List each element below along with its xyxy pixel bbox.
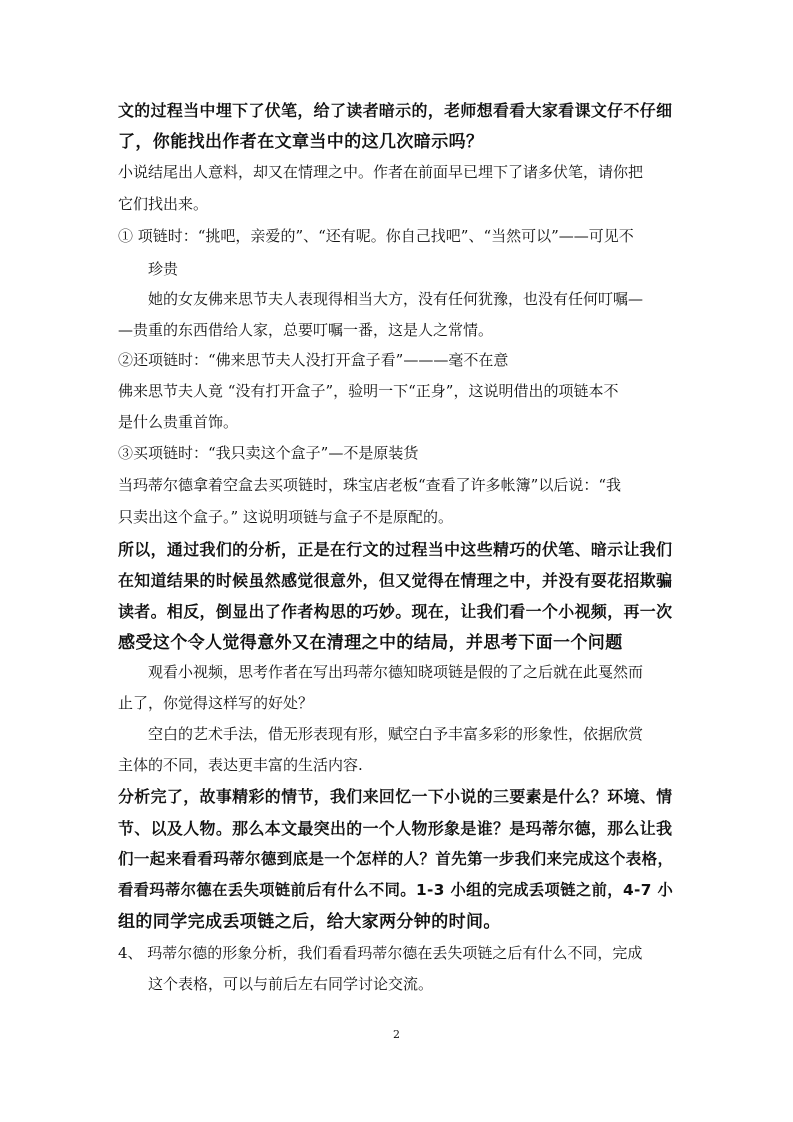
numbered-item-line: 4、 玛蒂尔德的形象分析，我们看看玛蒂尔德在丢失项链之后有什么不同，完成 — [118, 944, 643, 962]
paragraph-line: 小说结尾出人意料，却又在情理之中。作者在前面早已埋下了诸多伏笔，请你把 — [118, 163, 644, 181]
bold-paragraph-line: 分析完了，故事精彩的情节，我们来回忆一下小说的三要素是什么？环境、情 — [118, 787, 673, 806]
numbered-item-line: ① 项链时：“挑吧，亲爱的”、“还有呢。你自己找吧”、“当然可以”——可见不 — [118, 227, 634, 245]
paragraph-line: 当玛蒂尔德拿着空盒去买项链时，珠宝店老板“查看了许多帐簿”以后说：“我 — [118, 476, 622, 494]
paragraph-line: —贵重的东西借给人家，总要叮嘱一番，这是人之常情。 — [118, 321, 494, 339]
bold-paragraph-line: 们一起来看看玛蒂尔德到底是一个怎样的人？首先第一步我们来完成这个表格， — [118, 850, 674, 868]
paragraph-line: 观看小视频，思考作者在写出玛蒂尔德知晓项链是假的了之后就在此戛然而 — [148, 663, 644, 681]
numbered-item-line: ②还项链时：“佛来思节夫人没打开盒子看”———毫不在意 — [118, 351, 509, 369]
paragraph-line: 止了，你觉得这样写的好处？ — [118, 694, 314, 712]
paragraph-line: 珍贵 — [148, 260, 179, 278]
paragraph-line: 只卖出这个盒子。” 这说明项链与盒子不是原配的。 — [118, 508, 453, 526]
paragraph-line: 她的女友佛来思节夫人表现得相当大方，没有任何犹豫，也没有任何叮嘱— — [148, 290, 644, 308]
paragraph-line: 这个表格，可以与前后左右同学讨论交流。 — [148, 975, 434, 993]
paragraph-line: 空白的艺术手法，借无形表现有形，赋空白予丰富多彩的形象性，依据欣赏 — [148, 725, 644, 743]
page-number: 2 — [393, 1028, 400, 1041]
bold-paragraph-line: 文的过程当中埋下了伏笔，给了读者暗示的，老师想看看大家看课文仔不仔细 — [118, 101, 673, 120]
bold-paragraph-line: 看看玛蒂尔德在丢失项链前后有什么不同。1-3 小组的完成丢项链之前，4-7 小 — [118, 881, 674, 899]
paragraph-line: 佛来思节夫人竟 “没有打开盒子”，验明一下“正身”，这说明借出的项链本不 — [118, 382, 619, 400]
bold-paragraph-line: 了，你能找出作者在文章当中的这几次暗示吗？ — [118, 132, 484, 152]
bold-paragraph-line: 组的同学完成丢项链之后，给大家两分钟的时间。 — [118, 912, 501, 932]
bold-paragraph-line: 所以，通过我们的分析，正是在行文的过程当中这些精巧的伏笔、暗示让我们 — [118, 540, 673, 559]
bold-paragraph-line: 感受这个令人觉得意外又在清理之中的结局，并思考下面一个问题 — [118, 633, 623, 653]
bold-paragraph-line: 在知道结果的时候虽然感觉很意外，但又觉得在情理之中，并没有耍花招欺骗 — [118, 571, 673, 590]
numbered-item-line: ③买项链时：“我只卖这个盒子”—不是原装货 — [118, 444, 419, 462]
paragraph-line: 它们找出来。 — [118, 195, 209, 213]
bold-paragraph-line: 节、以及人物。那么本文最突出的一个人物形象是谁？是玛蒂尔德，那么让我 — [118, 819, 673, 838]
bold-paragraph-line: 读者。相反，倒显出了作者构思的巧妙。现在，让我们看一个小视频，再一次 — [118, 602, 673, 621]
paragraph-line: 主体的不同，表达更丰富的生活内容. — [118, 756, 363, 774]
paragraph-line: 是什么贵重首饰。 — [118, 413, 239, 431]
